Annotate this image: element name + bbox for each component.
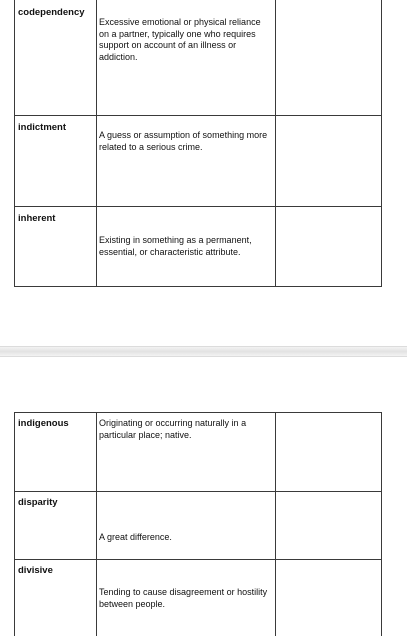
definition-text: A great difference.	[99, 532, 172, 542]
term-text: inherent	[18, 213, 56, 224]
definition-cell	[97, 560, 276, 636]
term-cell	[15, 560, 97, 636]
term-cell	[15, 116, 97, 207]
term-cell	[15, 492, 97, 560]
table-row	[15, 560, 382, 636]
definition-text: Tending to cause disagreement or hostility between people.	[99, 587, 268, 609]
definition-text: Existing in something as a permanent, essential, or characteristic attribute.	[99, 235, 252, 257]
empty-cell	[276, 0, 382, 116]
definition-text: Excessive emotional or physical reliance on a partner, typically one who requires support on account of an illness or addiction.	[99, 17, 261, 62]
term-text: codependency	[18, 7, 85, 18]
definition-cell	[97, 0, 276, 116]
page-break-divider	[0, 346, 407, 357]
term-text: disparity	[18, 497, 58, 508]
definition-text: A guess or assumption of something more related to a serious crime.	[99, 130, 268, 152]
term-cell	[15, 0, 97, 116]
empty-cell	[276, 116, 382, 207]
definition-cell	[97, 207, 276, 287]
definition-cell	[97, 492, 276, 560]
empty-cell	[276, 207, 382, 287]
table-row	[15, 492, 382, 560]
empty-cell	[276, 413, 382, 492]
term-text: divisive	[18, 565, 53, 576]
table-row	[15, 0, 382, 116]
definition-text: Originating or occurring naturally in a particular place; native.	[99, 418, 247, 440]
table-row	[15, 413, 382, 492]
term-text: indictment	[18, 122, 67, 133]
empty-cell	[276, 492, 382, 560]
document-page-bottom	[0, 357, 407, 636]
vocabulary-table-top	[14, 0, 382, 287]
table-row	[15, 207, 382, 287]
term-cell	[15, 413, 97, 492]
term-text: indigenous	[18, 418, 69, 429]
empty-cell	[276, 560, 382, 636]
definition-cell	[97, 413, 276, 492]
vocabulary-table-bottom	[14, 412, 382, 636]
definition-cell	[97, 116, 276, 207]
term-cell	[15, 207, 97, 287]
table-row	[15, 116, 382, 207]
